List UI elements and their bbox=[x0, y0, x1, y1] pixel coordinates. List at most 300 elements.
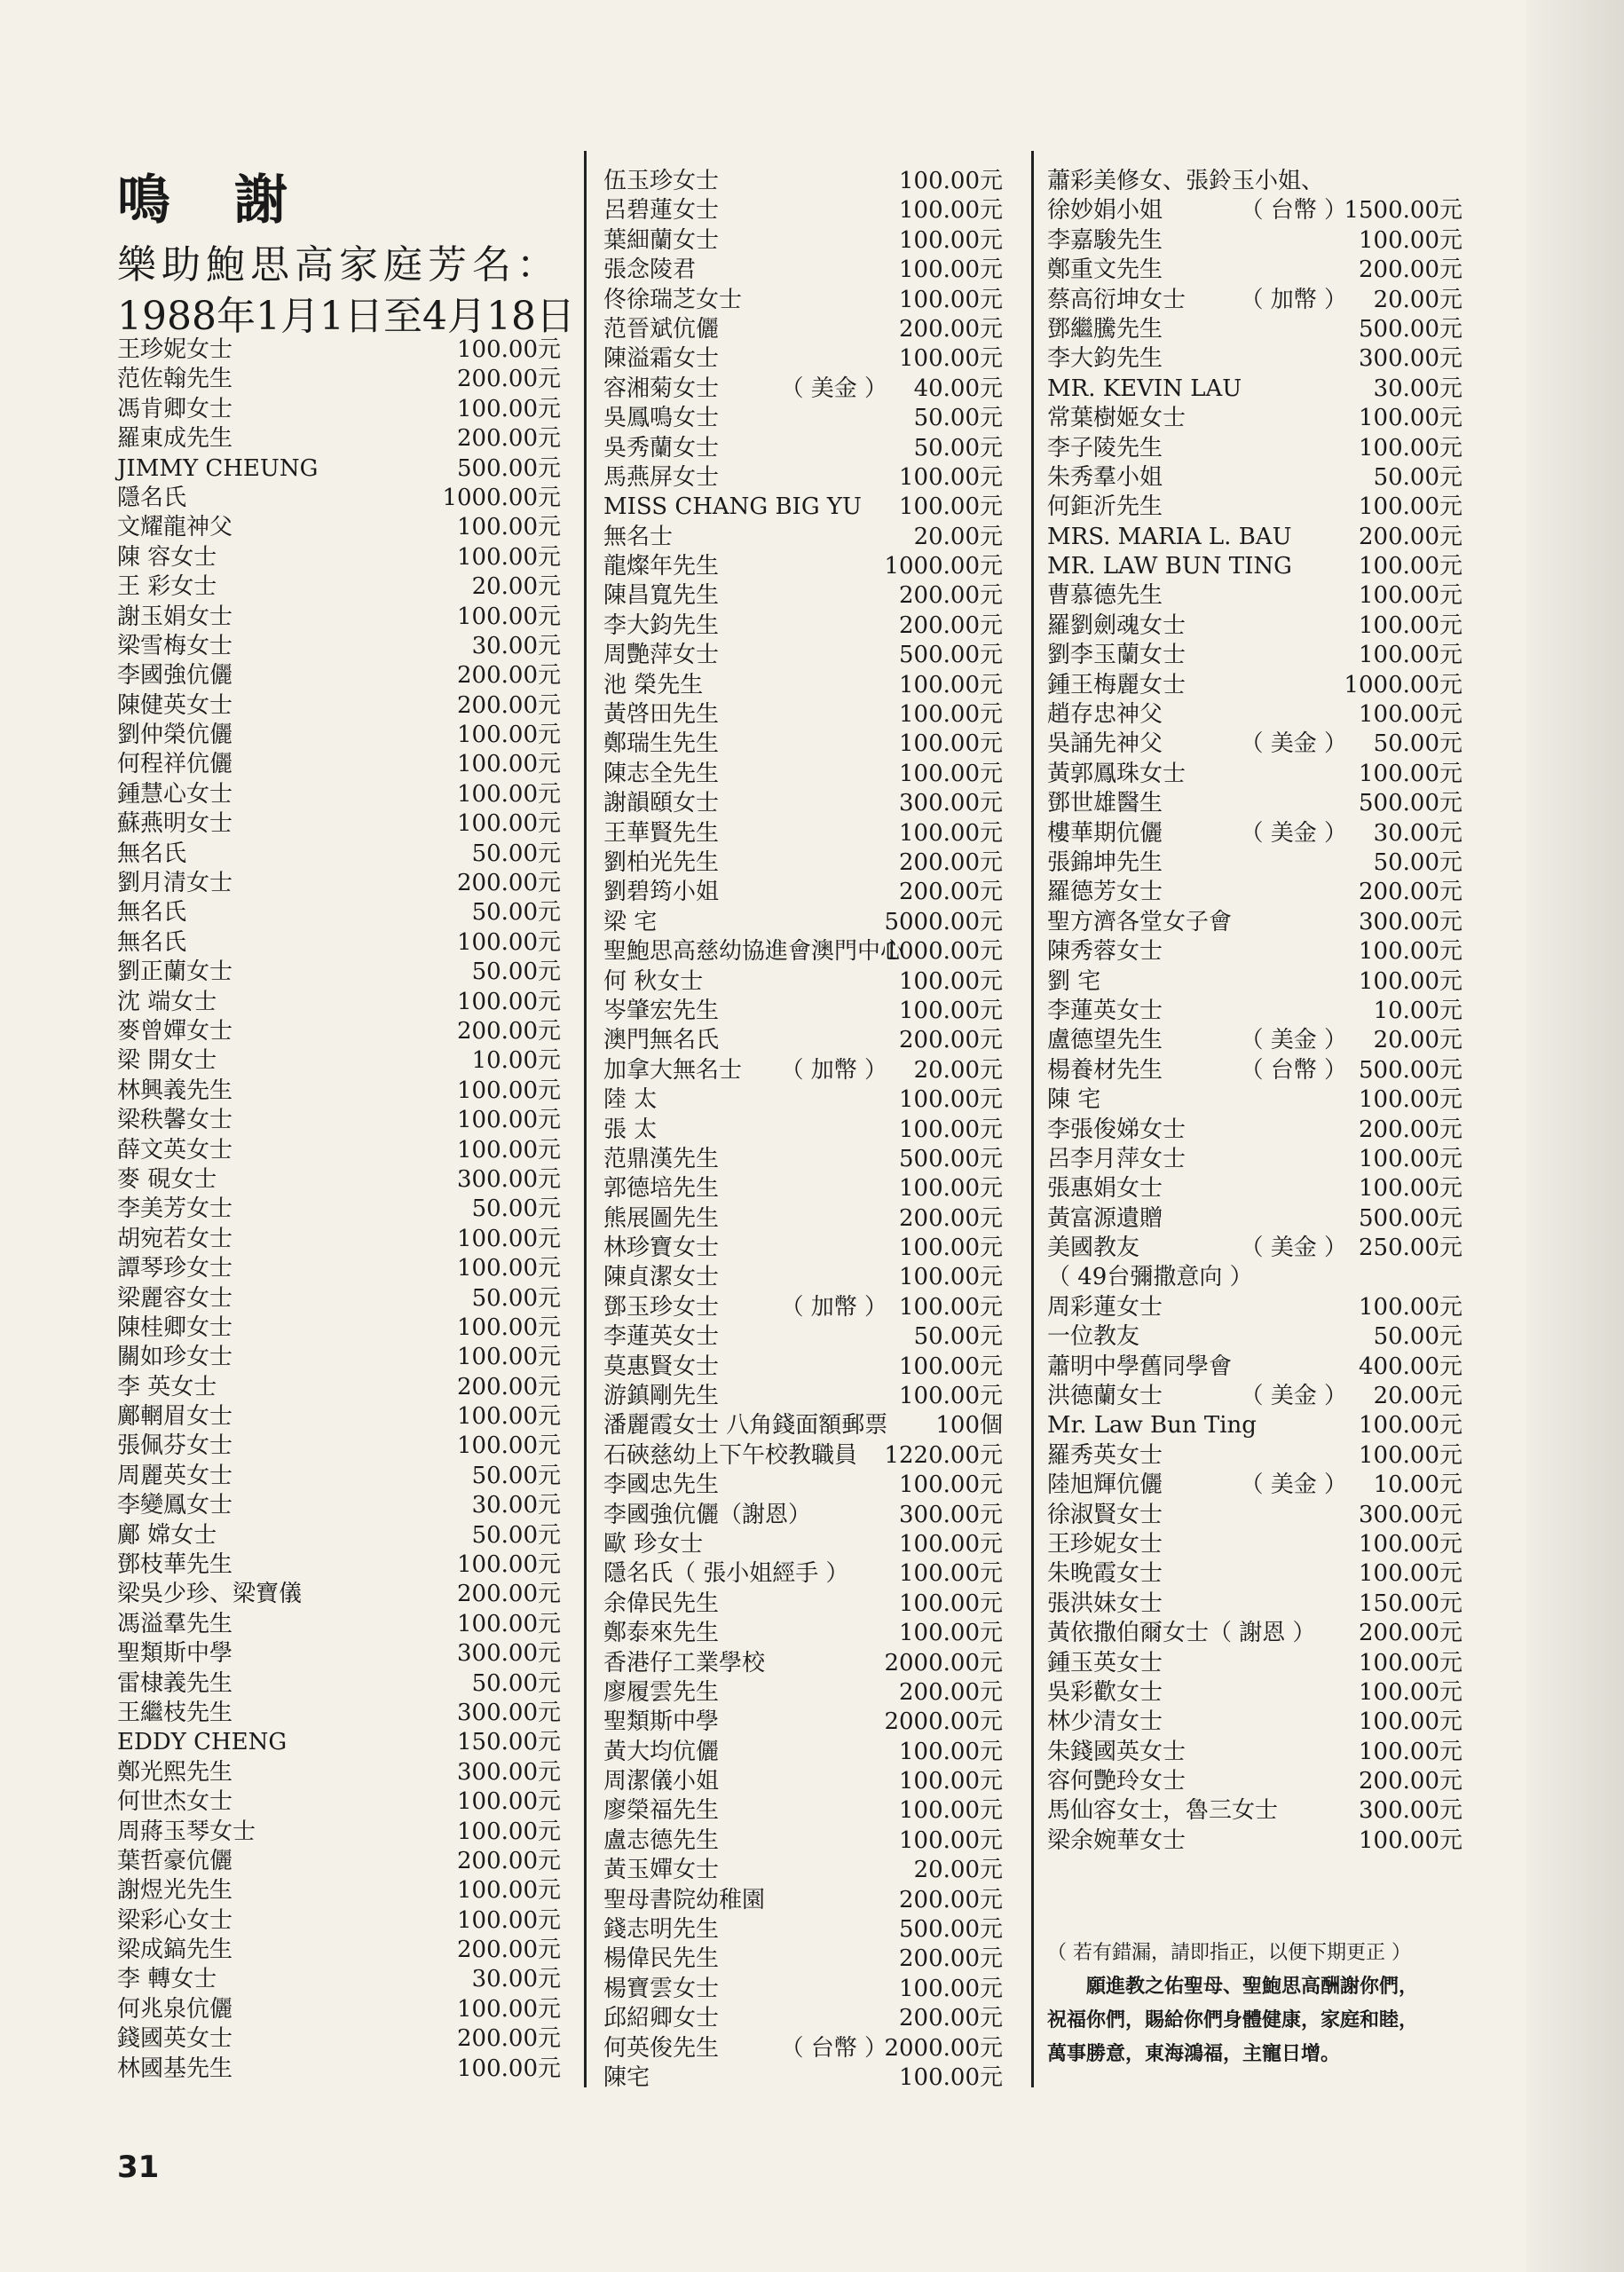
donor-name: 黃啓田先生 bbox=[603, 701, 720, 729]
donor-name: 鍾慧心女士 bbox=[117, 780, 233, 808]
donor-row bbox=[603, 1174, 1003, 1203]
donation-amount: 100.00元 bbox=[899, 1293, 1003, 1321]
donor-name: 王華賢先生 bbox=[603, 819, 720, 847]
donation-amount: 100.00元 bbox=[899, 1530, 1003, 1558]
donation-amount: 200.00元 bbox=[457, 1017, 561, 1045]
donor-name: 李嘉駿先生 bbox=[1047, 226, 1163, 254]
donation-amount: 400.00元 bbox=[1359, 1353, 1462, 1380]
donor-name: 一位教友 bbox=[1047, 1323, 1140, 1351]
donation-amount: 100.00元 bbox=[457, 1107, 561, 1134]
donation-amount: 50.00元 bbox=[471, 1521, 561, 1549]
donor-row bbox=[603, 1116, 1003, 1145]
donor-name: 劉仲榮伉儷 bbox=[117, 722, 233, 749]
donation-amount: 150.00元 bbox=[1359, 1590, 1462, 1617]
donation-amount: 100.00元 bbox=[457, 1906, 561, 1934]
donor-row bbox=[117, 869, 561, 898]
donor-name: 龍燦年先生 bbox=[603, 553, 720, 580]
donor-row bbox=[1047, 286, 1462, 315]
donor-row bbox=[603, 552, 1003, 581]
donor-row bbox=[1047, 700, 1462, 730]
donation-amount: 100.00元 bbox=[457, 780, 561, 808]
donor-name: 岑肇宏先生 bbox=[603, 997, 720, 1024]
donor-name: 王珍妮女士 bbox=[1047, 1530, 1163, 1558]
donor-row bbox=[603, 700, 1003, 730]
donation-amount: 50.00元 bbox=[1373, 1323, 1462, 1351]
donation-amount: 100.00元 bbox=[1359, 701, 1462, 729]
donation-amount: 100.00元 bbox=[899, 1264, 1003, 1291]
donor-name: 聖鮑思高慈幼協進會澳門中心 bbox=[603, 938, 904, 966]
donation-amount: 20.00元 bbox=[913, 523, 1003, 550]
donation-amount: 200.00元 bbox=[899, 2005, 1003, 2032]
donor-name: 周麗英女士 bbox=[117, 1462, 233, 1489]
donor-name: 陳溢霜女士 bbox=[603, 345, 720, 373]
donation-amount: 100.00元 bbox=[457, 1788, 561, 1816]
donor-row bbox=[603, 1678, 1003, 1708]
donor-row bbox=[1047, 1353, 1462, 1382]
donor-row bbox=[117, 1195, 561, 1224]
donor-name: 無名氏 bbox=[117, 840, 187, 867]
donor-row bbox=[1047, 1411, 1462, 1440]
donor-name: 羅秀英女士 bbox=[1047, 1441, 1163, 1469]
donor-name: 郭德培先生 bbox=[603, 1175, 720, 1203]
currency-label: （ 台幣 ） bbox=[1240, 197, 1347, 225]
donation-amount: 100.00元 bbox=[899, 671, 1003, 698]
donor-name: MR. KEVIN LAU bbox=[1047, 375, 1242, 402]
donation-amount: 200.00元 bbox=[457, 691, 561, 719]
donation-amount: 100.00元 bbox=[457, 1995, 561, 2023]
donor-row bbox=[1047, 1649, 1462, 1678]
donor-name: （ 49台彌撒意向 ） bbox=[1047, 1264, 1253, 1291]
currency-label: （ 加幣 ） bbox=[780, 1056, 887, 1084]
donation-amount: 100.00元 bbox=[1359, 611, 1462, 639]
donor-row bbox=[117, 2024, 561, 2054]
donation-amount: 100.00元 bbox=[899, 1620, 1003, 1647]
donation-amount: 100.00元 bbox=[457, 2055, 561, 2082]
donor-row bbox=[603, 1026, 1003, 1055]
donation-amount: 100.00元 bbox=[1359, 1145, 1462, 1172]
donor-row bbox=[117, 1225, 561, 1254]
donor-name: 李子陵先生 bbox=[1047, 434, 1163, 462]
donation-amount: 100.00元 bbox=[1359, 1826, 1462, 1854]
donation-amount: 50.00元 bbox=[471, 840, 561, 867]
donor-row bbox=[1047, 1116, 1462, 1145]
donor-name: 美國教友 bbox=[1047, 1235, 1140, 1262]
donor-row bbox=[1047, 1471, 1462, 1500]
donation-amount: 2000.00元 bbox=[884, 1649, 1003, 1676]
donation-amount: 200.00元 bbox=[899, 1945, 1003, 1973]
donation-amount: 40.00元 bbox=[913, 375, 1003, 402]
donation-amount: 100.00元 bbox=[1359, 1086, 1462, 1114]
donation-amount: 100.00元 bbox=[899, 1768, 1003, 1795]
donor-name: 張洪妹女士 bbox=[1047, 1590, 1163, 1617]
donation-amount: 100.00元 bbox=[899, 197, 1003, 225]
donor-row bbox=[117, 2055, 561, 2084]
currency-label: （ 加幣 ） bbox=[1240, 286, 1347, 313]
donor-row bbox=[1047, 760, 1462, 789]
donation-amount: 50.00元 bbox=[1373, 848, 1462, 876]
donor-name: 陳 容女士 bbox=[117, 543, 217, 571]
donor-row bbox=[117, 661, 561, 690]
donor-row bbox=[1047, 581, 1462, 611]
donation-amount: 100.00元 bbox=[1359, 1175, 1462, 1203]
donation-amount: 100.00元 bbox=[1359, 642, 1462, 669]
donor-name: 周潔儀小姐 bbox=[603, 1768, 720, 1795]
donation-amount: 100.00元 bbox=[457, 1136, 561, 1164]
donor-name: 陳健英女士 bbox=[117, 691, 233, 719]
closing-note-line: （ 若有錯漏，請即指正，以便下期更正 ） bbox=[1047, 1942, 1411, 1964]
donor-row bbox=[117, 1965, 561, 1994]
donation-amount: 200.00元 bbox=[457, 1581, 561, 1608]
closing-note-line: 祝福你們，賜給你們身體健康，家庭和睦， bbox=[1047, 2009, 1419, 2031]
donor-row bbox=[117, 1284, 561, 1314]
donor-row bbox=[603, 1263, 1003, 1292]
donation-amount: 100.00元 bbox=[457, 1403, 561, 1431]
currency-label: （ 台幣 ） bbox=[1240, 1056, 1347, 1084]
donor-row bbox=[1047, 404, 1462, 433]
donor-row bbox=[117, 840, 561, 869]
donation-amount: 100.00元 bbox=[457, 928, 561, 956]
donor-name: 何鉅沂先生 bbox=[1047, 493, 1163, 521]
donor-name: 黃大均伉儷 bbox=[603, 1738, 720, 1765]
donation-amount: 200.00元 bbox=[1359, 879, 1462, 906]
donation-amount: 30.00元 bbox=[471, 1966, 561, 1993]
donation-amount: 100.00元 bbox=[457, 1077, 561, 1104]
donation-amount: 100.00元 bbox=[899, 1590, 1003, 1617]
donation-amount: 50.00元 bbox=[1373, 730, 1462, 758]
donor-row bbox=[117, 1462, 561, 1491]
donation-amount: 100.00元 bbox=[457, 988, 561, 1015]
donation-amount: 300.00元 bbox=[899, 790, 1003, 817]
donor-row bbox=[117, 1343, 561, 1372]
donor-name: 馬仙容女士，魯三女士 bbox=[1047, 1797, 1279, 1825]
donor-row bbox=[1047, 908, 1462, 937]
donor-name: 楊寶雲女士 bbox=[603, 1975, 720, 2002]
donor-row bbox=[603, 1441, 1003, 1471]
donation-amount: 100.00元 bbox=[899, 967, 1003, 995]
donor-row bbox=[117, 1432, 561, 1461]
donor-name: 薛文英女士 bbox=[117, 1136, 233, 1164]
donor-name: 鍾玉英女士 bbox=[1047, 1649, 1163, 1676]
donor-row bbox=[1047, 789, 1462, 818]
donation-amount: 100.00元 bbox=[1359, 967, 1462, 995]
donor-row bbox=[603, 1886, 1003, 1915]
currency-label: （ 美金 ） bbox=[1240, 819, 1347, 847]
donor-name: 陳昌寬先生 bbox=[603, 582, 720, 610]
donor-name: 容何艷玲女士 bbox=[1047, 1768, 1186, 1795]
closing-note-line: 萬事勝意，東海鴻福，主寵日增。 bbox=[1047, 2043, 1341, 2065]
donor-row bbox=[1047, 641, 1462, 670]
donor-row bbox=[603, 1708, 1003, 1737]
donation-amount: 500.00元 bbox=[899, 1145, 1003, 1172]
donation-amount: 500.00元 bbox=[899, 1916, 1003, 1944]
donor-name: 何兆泉伉儷 bbox=[117, 1995, 233, 2023]
donor-name: 羅東成先生 bbox=[117, 425, 233, 453]
donation-amount: 20.00元 bbox=[1373, 1383, 1462, 1410]
donor-row bbox=[117, 898, 561, 927]
donor-row bbox=[117, 750, 561, 779]
donation-amount: 200.00元 bbox=[899, 879, 1003, 906]
donor-name: 李蓮英女士 bbox=[1047, 997, 1163, 1024]
donor-name: 聖類斯中學 bbox=[117, 1640, 233, 1668]
donor-row bbox=[603, 1530, 1003, 1559]
donor-name: 吳鳳鳴女士 bbox=[603, 405, 720, 432]
donor-row bbox=[117, 958, 561, 987]
donor-row bbox=[1047, 552, 1462, 581]
donor-name: 張 太 bbox=[603, 1116, 658, 1143]
donation-amount: 100.00元 bbox=[1359, 226, 1462, 254]
donor-row bbox=[1047, 848, 1462, 878]
donation-amount: 20.00元 bbox=[913, 1056, 1003, 1084]
donation-amount: 100.00元 bbox=[899, 819, 1003, 847]
donor-row bbox=[603, 493, 1003, 522]
donor-name: 黃玉嬋女士 bbox=[603, 1857, 720, 1884]
donor-row bbox=[117, 928, 561, 958]
donor-row bbox=[1047, 878, 1462, 907]
donation-amount: 100.00元 bbox=[899, 493, 1003, 521]
donor-row bbox=[1047, 1322, 1462, 1352]
donation-amount: 100個 bbox=[935, 1412, 1003, 1440]
page-title: 鳴謝 bbox=[117, 170, 351, 232]
donor-row bbox=[1047, 1590, 1462, 1619]
donation-amount: 50.00元 bbox=[913, 434, 1003, 462]
donation-amount: 30.00元 bbox=[471, 632, 561, 659]
donation-amount: 100.00元 bbox=[1359, 938, 1462, 966]
donor-row bbox=[603, 2034, 1003, 2063]
donation-amount: 100.00元 bbox=[457, 1551, 561, 1579]
donation-amount: 200.00元 bbox=[457, 425, 561, 453]
donor-row bbox=[603, 1501, 1003, 1530]
donation-amount: 100.00元 bbox=[899, 2064, 1003, 2091]
donation-amount: 200.00元 bbox=[457, 870, 561, 897]
donor-name: 王珍妮女士 bbox=[117, 336, 233, 363]
donor-row bbox=[603, 1559, 1003, 1589]
donor-name: 何世杰女士 bbox=[117, 1788, 233, 1816]
donor-name: 關如珍女士 bbox=[117, 1344, 233, 1371]
donor-name: 葉哲豪伉儷 bbox=[117, 1847, 233, 1874]
donor-row bbox=[117, 1610, 561, 1639]
currency-label: （ 美金 ） bbox=[1240, 1027, 1347, 1054]
donor-row bbox=[1047, 1293, 1462, 1322]
donor-row bbox=[117, 1373, 561, 1402]
donor-row bbox=[117, 365, 561, 394]
donation-amount: 300.00元 bbox=[457, 1699, 561, 1726]
donor-name: 鍾王梅麗女士 bbox=[1047, 671, 1186, 698]
donor-name: 張念陵君 bbox=[603, 256, 697, 284]
donor-name: 聖類斯中學 bbox=[603, 1708, 720, 1736]
donor-name: 王 彩女士 bbox=[117, 573, 217, 601]
donation-amount: 300.00元 bbox=[899, 1501, 1003, 1528]
donor-row bbox=[117, 1699, 561, 1728]
donor-row bbox=[603, 1649, 1003, 1678]
donor-name: 劉正蘭女士 bbox=[117, 958, 233, 986]
donor-name: 李 英女士 bbox=[117, 1373, 217, 1400]
donor-row bbox=[1047, 1145, 1462, 1174]
donation-amount: 300.00元 bbox=[457, 1758, 561, 1786]
donation-amount: 1220.00元 bbox=[884, 1441, 1003, 1469]
donor-row bbox=[603, 1056, 1003, 1085]
donor-name: 黃依撒伯爾女士（ 謝恩 ） bbox=[1047, 1620, 1316, 1647]
donation-amount: 100.00元 bbox=[1359, 760, 1462, 787]
donation-amount: 1000.00元 bbox=[884, 553, 1003, 580]
donor-row bbox=[603, 1085, 1003, 1115]
donation-amount: 50.00元 bbox=[471, 1669, 561, 1697]
donor-name: 吳彩歡女士 bbox=[1047, 1678, 1163, 1706]
donor-name: 范鼎漢先生 bbox=[603, 1145, 720, 1172]
donation-amount: 100.00元 bbox=[899, 730, 1003, 758]
donor-row bbox=[603, 581, 1003, 611]
donor-name: 黃郭鳳珠女士 bbox=[1047, 760, 1186, 787]
donor-row bbox=[117, 395, 561, 424]
donation-amount: 50.00元 bbox=[471, 1462, 561, 1489]
donor-name: 香港仔工業學校 bbox=[603, 1649, 766, 1676]
donor-name: 馮肯卿女士 bbox=[117, 395, 233, 422]
donor-name: 沈 端女士 bbox=[117, 988, 217, 1015]
donor-row bbox=[603, 997, 1003, 1026]
donation-amount: 100.00元 bbox=[457, 1818, 561, 1845]
donor-name: 鄭瑞生先生 bbox=[603, 730, 720, 758]
donor-name: 陳志全先生 bbox=[603, 760, 720, 787]
donor-name: 李大鈞先生 bbox=[603, 611, 720, 639]
donor-row bbox=[117, 1639, 561, 1668]
donor-row bbox=[117, 809, 561, 839]
donation-amount: 100.00元 bbox=[1359, 1560, 1462, 1588]
donor-row bbox=[1047, 493, 1462, 522]
donor-row bbox=[117, 543, 561, 572]
donation-amount: 100.00元 bbox=[457, 603, 561, 630]
donation-amount: 100.00元 bbox=[899, 1175, 1003, 1203]
donation-amount: 50.00元 bbox=[913, 405, 1003, 432]
donor-row bbox=[117, 1876, 561, 1905]
donation-amount: 100.00元 bbox=[899, 1471, 1003, 1499]
donor-row bbox=[603, 167, 1003, 196]
donor-name: 伍玉珍女士 bbox=[603, 168, 720, 194]
donor-name: 梁彩心女士 bbox=[117, 1906, 233, 1934]
donation-amount: 300.00元 bbox=[1359, 345, 1462, 373]
donor-name: 李國強伉儷 bbox=[117, 662, 233, 690]
donor-name: 邱紹卿女士 bbox=[603, 2005, 720, 2032]
donor-row bbox=[1047, 315, 1462, 344]
donation-amount: 2000.00元 bbox=[884, 2034, 1003, 2062]
donor-name: 徐淑賢女士 bbox=[1047, 1501, 1163, 1528]
donor-row bbox=[117, 484, 561, 513]
donation-amount: 100.00元 bbox=[457, 1432, 561, 1460]
donor-row bbox=[117, 691, 561, 721]
donor-row bbox=[603, 1382, 1003, 1411]
donation-amount: 100.00元 bbox=[899, 1353, 1003, 1380]
donor-row bbox=[1047, 1767, 1462, 1796]
donation-amount: 100.00元 bbox=[457, 1314, 561, 1341]
donation-amount: 200.00元 bbox=[457, 1373, 561, 1400]
date-range: 1988年1月1日至4月18日 bbox=[117, 294, 575, 339]
donation-amount: 10.00元 bbox=[1373, 997, 1462, 1024]
donor-row bbox=[117, 1580, 561, 1609]
donation-amount: 100.00元 bbox=[1359, 1738, 1462, 1765]
donor-row bbox=[603, 1619, 1003, 1648]
donor-row bbox=[1047, 1708, 1462, 1737]
donor-row bbox=[1047, 1056, 1462, 1085]
donation-amount: 200.00元 bbox=[899, 1886, 1003, 1913]
donor-row bbox=[603, 1322, 1003, 1352]
donation-amount: 300.00元 bbox=[1359, 1797, 1462, 1825]
donation-amount: 500.00元 bbox=[1359, 1056, 1462, 1084]
donor-name: 胡宛若女士 bbox=[117, 1225, 233, 1252]
donor-row bbox=[603, 937, 1003, 966]
donor-row bbox=[603, 789, 1003, 818]
donation-amount: 100.00元 bbox=[899, 1383, 1003, 1410]
donation-amount: 200.00元 bbox=[457, 662, 561, 690]
donor-name: 謝玉娟女士 bbox=[117, 603, 233, 630]
donor-row bbox=[1047, 1204, 1462, 1234]
donor-name: 石硤慈幼上下午校教職員 bbox=[603, 1441, 858, 1469]
donor-name: 李 轉女士 bbox=[117, 1966, 217, 1993]
donor-row bbox=[603, 1738, 1003, 1767]
donor-name: 鄧玉珍女士 bbox=[603, 1293, 720, 1321]
donor-name: 林興義先生 bbox=[117, 1077, 233, 1104]
donation-amount: 200.00元 bbox=[1359, 523, 1462, 550]
donor-name: 羅德芳女士 bbox=[1047, 879, 1163, 906]
donor-row bbox=[603, 1293, 1003, 1322]
donor-name: 余偉民先生 bbox=[603, 1590, 720, 1617]
donor-name: 雷棣義先生 bbox=[117, 1669, 233, 1697]
donation-amount: 200.00元 bbox=[457, 1847, 561, 1874]
donation-amount: 100.00元 bbox=[1359, 434, 1462, 462]
donor-row bbox=[117, 1314, 561, 1343]
page-edge-shadow bbox=[1526, 0, 1624, 2272]
donor-name: 隱名氏 bbox=[117, 484, 187, 511]
donor-name: 澳門無名氏 bbox=[603, 1027, 720, 1054]
donor-name: 張錦坤先生 bbox=[1047, 848, 1163, 876]
currency-label: （ 美金 ） bbox=[780, 375, 887, 402]
donation-amount: 100.00元 bbox=[899, 1086, 1003, 1114]
donor-row bbox=[1047, 344, 1462, 374]
donor-row bbox=[1047, 1530, 1462, 1559]
donor-name: 蕭彩美修女、張鈴玉小姐、 bbox=[1047, 168, 1325, 194]
donor-name: 陳秀蓉女士 bbox=[1047, 938, 1163, 966]
donation-amount: 200.00元 bbox=[457, 2025, 561, 2053]
donation-amount: 50.00元 bbox=[471, 899, 561, 927]
donation-amount: 200.00元 bbox=[457, 366, 561, 393]
donor-name: 鄺 嫦女士 bbox=[117, 1521, 217, 1549]
donor-name: 劉柏光先生 bbox=[603, 848, 720, 876]
donor-name: 呂李月萍女士 bbox=[1047, 1145, 1186, 1172]
donor-row bbox=[603, 344, 1003, 374]
donor-row bbox=[1047, 1026, 1462, 1055]
donor-name: 葉細蘭女士 bbox=[603, 226, 720, 254]
donor-row bbox=[117, 780, 561, 809]
donor-name: 吳誦先神父 bbox=[1047, 730, 1163, 758]
donor-column-3 bbox=[1047, 167, 1462, 1856]
donation-amount: 100.00元 bbox=[899, 1738, 1003, 1765]
donor-row bbox=[1047, 1559, 1462, 1589]
donor-row bbox=[603, 1945, 1003, 1974]
donor-name: 李國強伉儷（謝恩） bbox=[603, 1501, 812, 1528]
donor-name: 林珍寶女士 bbox=[603, 1235, 720, 1262]
donor-name: 林少清女士 bbox=[1047, 1708, 1163, 1736]
currency-label: （ 美金 ） bbox=[1240, 1471, 1347, 1499]
donation-amount: 100.00元 bbox=[457, 722, 561, 749]
donation-amount: 100.00元 bbox=[1359, 1441, 1462, 1469]
donor-name: 鄧繼騰先生 bbox=[1047, 315, 1163, 343]
donor-row bbox=[603, 196, 1003, 225]
donor-name: 陳宅 bbox=[603, 2064, 650, 2091]
closing-note bbox=[1047, 1937, 1418, 2071]
donation-amount: 100.00元 bbox=[899, 1560, 1003, 1588]
donor-name: 鄭光熙先生 bbox=[117, 1758, 233, 1786]
donation-amount: 250.00元 bbox=[1359, 1235, 1462, 1262]
donation-amount: 500.00元 bbox=[457, 454, 561, 482]
donation-amount: 200.00元 bbox=[899, 582, 1003, 610]
donor-name: 曹慕德先生 bbox=[1047, 582, 1163, 610]
